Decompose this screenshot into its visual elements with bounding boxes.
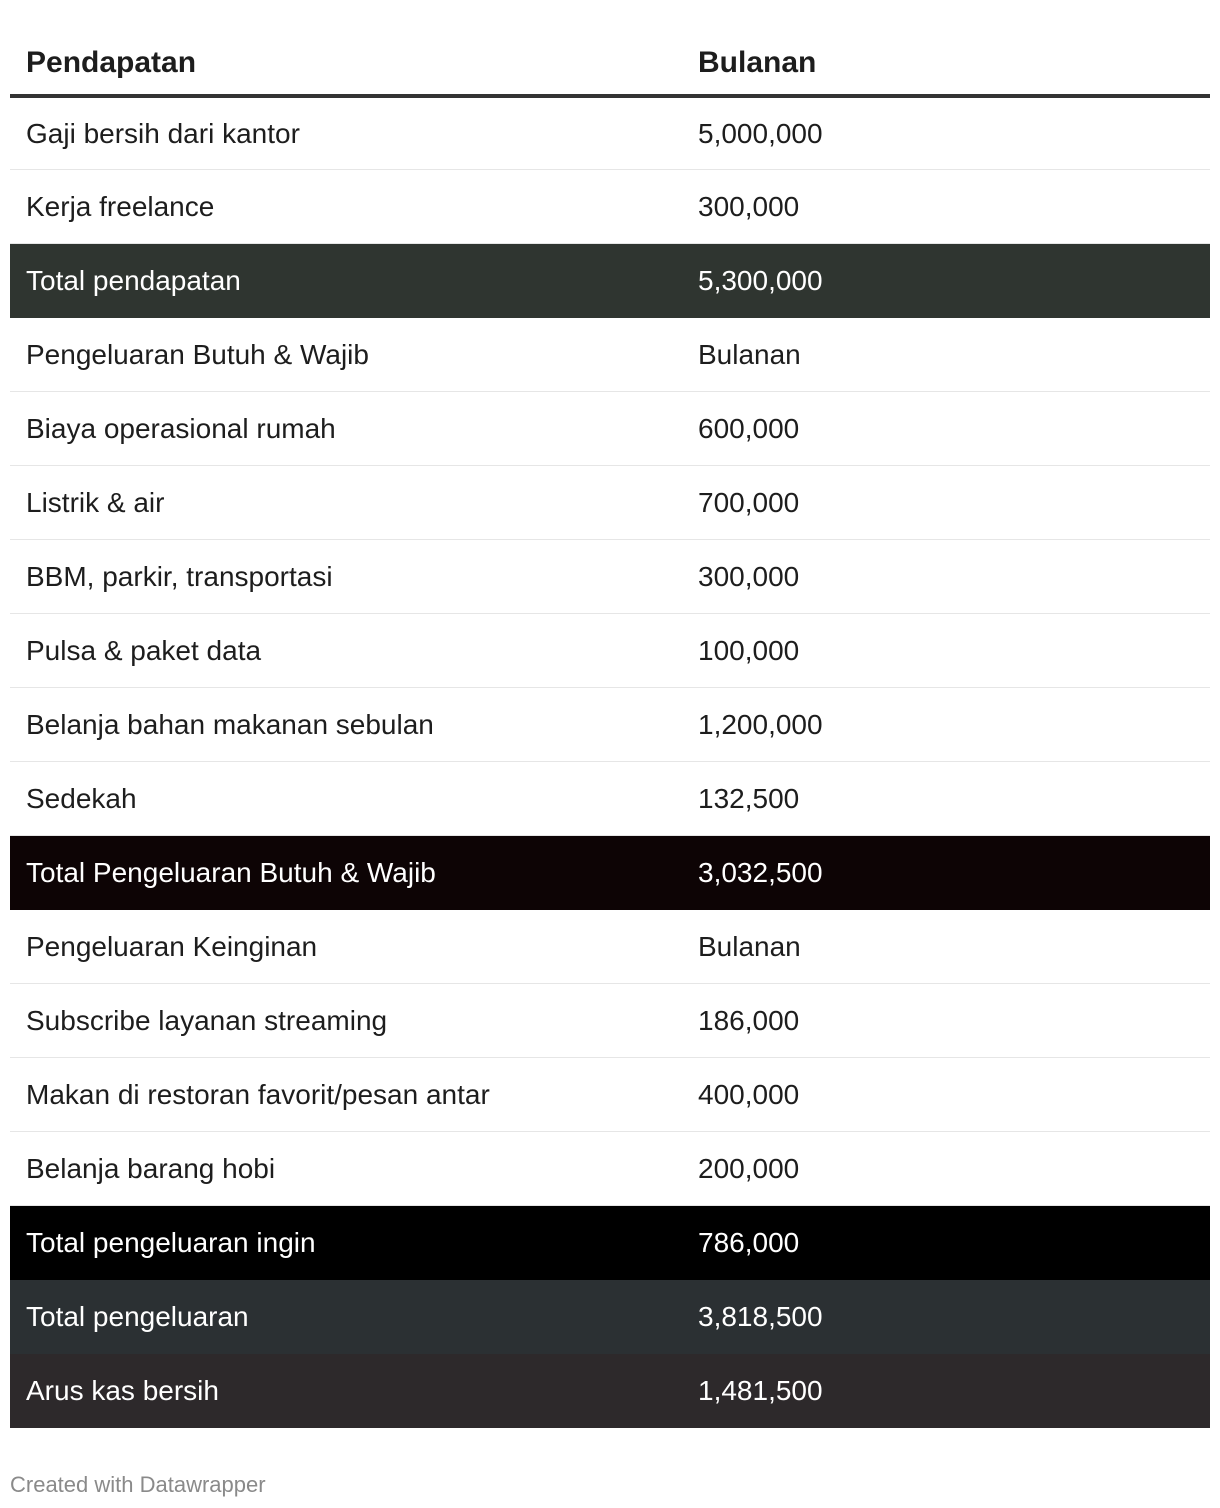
table-row (10, 1354, 1210, 1428)
row-value: 400,000 (698, 1078, 800, 1110)
row-label: Total pengeluaran (26, 1300, 249, 1332)
table-row (10, 688, 1210, 762)
header-pendapatan: Pendapatan (26, 46, 197, 79)
datawrapper-credit: Created with Datawrapper (10, 1472, 266, 1497)
table-row (10, 466, 1210, 540)
header-bulanan: Bulanan (698, 46, 817, 79)
table-row (10, 1058, 1210, 1132)
row-value: 300,000 (698, 190, 800, 222)
row-value: 1,481,500 (698, 1374, 823, 1406)
table-row (10, 984, 1210, 1058)
row-label: Belanja bahan makanan sebulan (26, 708, 434, 740)
row-label: Listrik & air (26, 486, 165, 518)
row-value: 700,000 (698, 486, 800, 518)
row-label: BBM, parkir, transportasi (26, 560, 333, 592)
row-value: 5,000,000 (698, 117, 823, 149)
table-row (10, 170, 1210, 244)
table-row (10, 1280, 1210, 1354)
row-label: Belanja barang hobi (26, 1152, 276, 1184)
table-row (10, 318, 1210, 392)
table-body (10, 98, 1210, 1428)
row-label: Total Pengeluaran Butuh & Wajib (26, 856, 436, 888)
row-value: 3,032,500 (698, 856, 823, 888)
row-value: 186,000 (698, 1004, 800, 1036)
table-row (10, 836, 1210, 910)
row-label: Sedekah (26, 782, 137, 814)
table-row (10, 910, 1210, 984)
row-value: Bulanan (698, 930, 801, 962)
row-label: Gaji bersih dari kantor (26, 117, 300, 149)
row-value: 100,000 (698, 634, 800, 666)
row-value: 132,500 (698, 782, 800, 814)
row-label: Biaya operasional rumah (26, 412, 336, 444)
table-row (10, 762, 1210, 836)
row-label: Pengeluaran Butuh & Wajib (26, 338, 369, 370)
row-value: 1,200,000 (698, 708, 823, 740)
row-label: Subscribe layanan streaming (26, 1004, 388, 1036)
table-row (10, 244, 1210, 318)
row-label: Pengeluaran Keinginan (26, 930, 318, 962)
row-value: 5,300,000 (698, 264, 823, 296)
row-value: 786,000 (698, 1226, 800, 1258)
row-value: 600,000 (698, 412, 800, 444)
row-label: Pulsa & paket data (26, 634, 262, 666)
table-row (10, 540, 1210, 614)
table-row (10, 614, 1210, 688)
row-label: Makan di restoran favorit/pesan antar (26, 1078, 490, 1110)
table-row (10, 392, 1210, 466)
row-value: Bulanan (698, 338, 801, 370)
row-value: 200,000 (698, 1152, 800, 1184)
table-row (10, 1206, 1210, 1280)
row-value: 300,000 (698, 560, 800, 592)
row-label: Total pengeluaran ingin (26, 1226, 316, 1258)
row-value: 3,818,500 (698, 1300, 823, 1332)
row-label: Arus kas bersih (26, 1374, 219, 1406)
row-label: Total pendapatan (26, 264, 241, 296)
row-label: Kerja freelance (26, 190, 215, 222)
table-row (10, 98, 1210, 170)
table-header (10, 26, 1210, 98)
table-row (10, 1132, 1210, 1206)
budget-table (10, 26, 1210, 1428)
